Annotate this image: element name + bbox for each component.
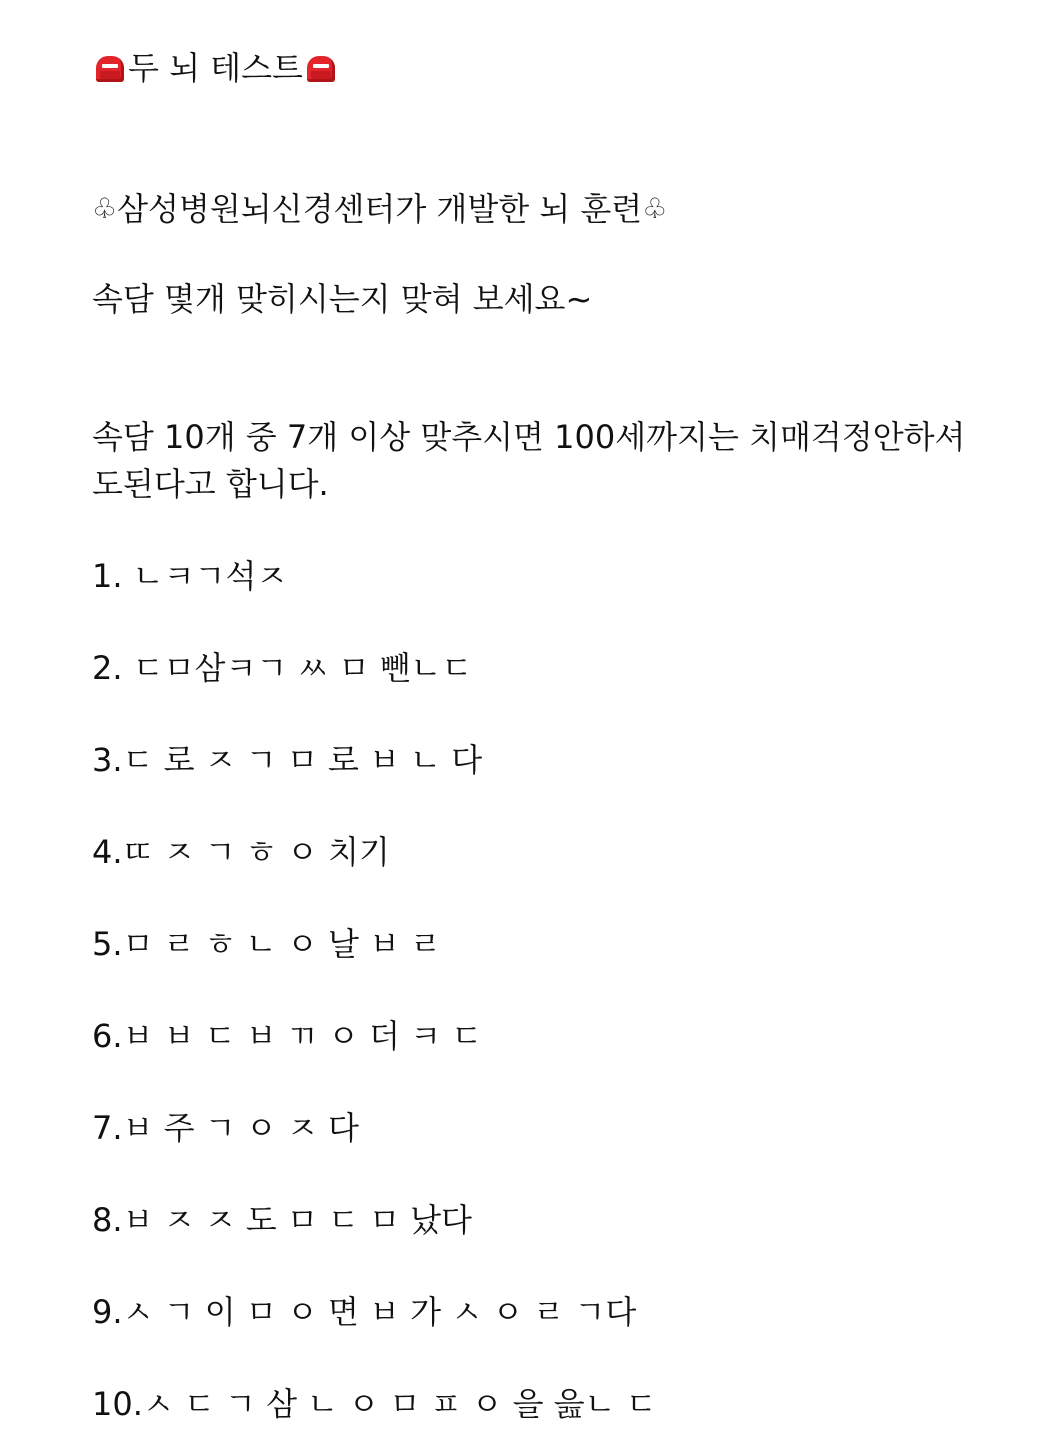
club-icon: ♧ xyxy=(92,192,118,225)
title-line xyxy=(92,48,339,88)
subtitle-text: 삼성병원뇌신경센터가 개발한 뇌 훈련 xyxy=(117,190,643,228)
quiz-item: 3.ㄷ 로 ㅈ ㄱ ㅁ 로 ㅂ ㄴ 다 xyxy=(92,741,483,779)
note-line-2: 도된다고 합니다. xyxy=(92,465,329,503)
quiz-item: 6.ㅂ ㅂ ㄷ ㅂ ㄲ ㅇ 더 ㅋ ㄷ xyxy=(92,1017,483,1055)
quiz-item: 9.ㅅ ㄱ 이 ㅁ ㅇ 면 ㅂ 가 ㅅ ㅇ ㄹ ㄱ다 xyxy=(92,1293,637,1331)
postbox-icon xyxy=(94,52,126,84)
quiz-item: 1. ㄴㅋㄱ석ㅈ xyxy=(92,557,288,595)
club-icon: ♧ xyxy=(642,192,668,225)
quiz-item: 5.ㅁ ㄹ ㅎ ㄴ ㅇ 날 ㅂ ㄹ xyxy=(92,925,442,963)
quiz-item: 8.ㅂ ㅈ ㅈ 도 ㅁ ㄷ ㅁ 났다 xyxy=(92,1201,472,1239)
quiz-item: 2. ㄷㅁ삼ㅋㄱ ㅆ ㅁ 뺀ㄴㄷ xyxy=(92,649,473,687)
quiz-item: 10.ㅅ ㄷ ㄱ 삼 ㄴ ㅇ ㅁ ㅍ ㅇ 을 읊ㄴ ㄷ xyxy=(92,1385,657,1423)
title-text: 두 뇌 테스트 xyxy=(128,49,303,87)
subtitle-line xyxy=(92,187,667,229)
postbox-icon xyxy=(305,52,337,84)
quiz-item: 7.ㅂ 주 ㄱ ㅇ ㅈ 다 xyxy=(92,1109,359,1147)
note-line-1: 속담 10개 중 7개 이상 맞추시면 100세까지는 치매걱정안하셔 xyxy=(92,418,966,456)
quiz-item: 4.ㄸ ㅈ ㄱ ㅎ ㅇ 치기 xyxy=(92,833,390,871)
intro-text: 속담 몇개 맞히시는지 맞혀 보세요~ xyxy=(92,280,593,318)
